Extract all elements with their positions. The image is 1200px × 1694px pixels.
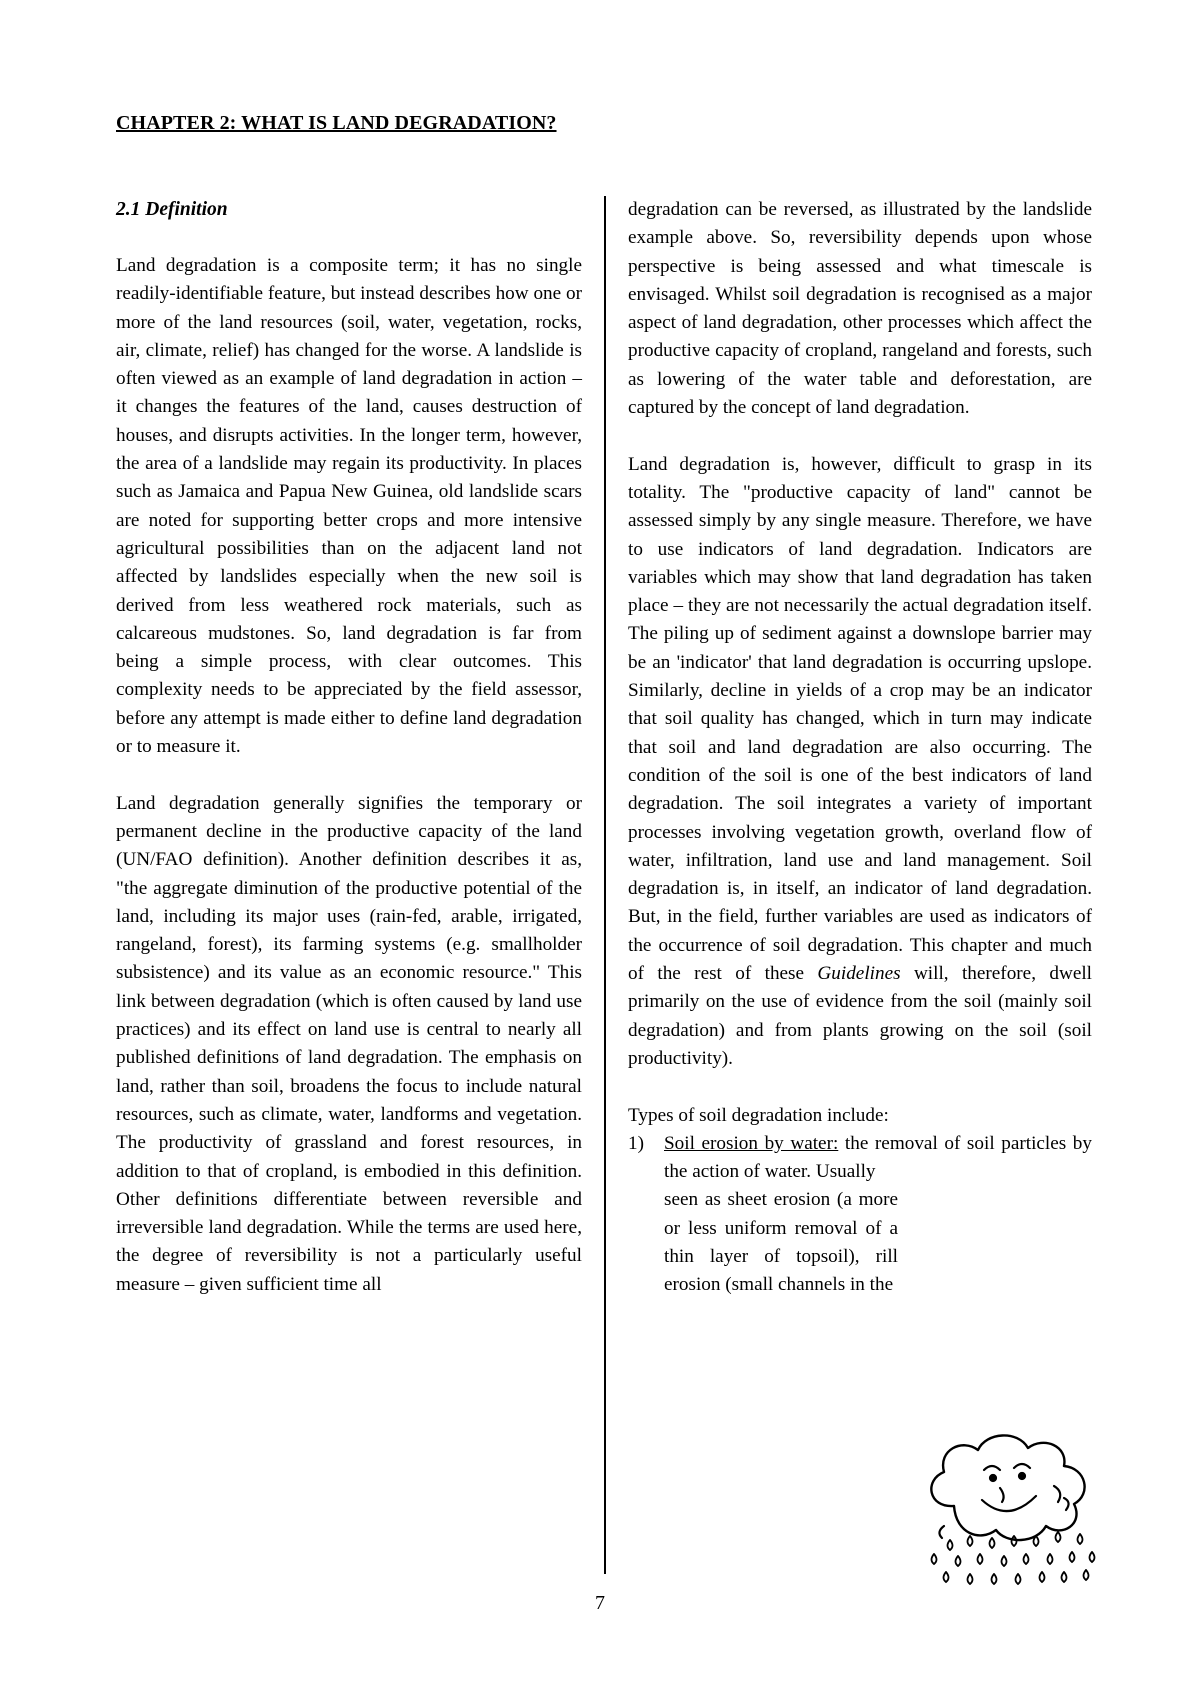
right-column — [628, 196, 1092, 1300]
rain-cloud-icon — [914, 1428, 1102, 1596]
guidelines-emphasis: Guidelines — [817, 963, 901, 985]
list-item-number: 1) — [628, 1132, 644, 1154]
list-item — [628, 1130, 1092, 1300]
right-paragraph-2-end: will, therefore, dwell primarily on the use of evidence from the soil (mainly soil degradation) and from plants growing on the soil (soil productivity). — [628, 963, 1092, 1069]
list-item-narrow-text: seen as sheet erosion (a more or less uniform removal of a thin layer of topsoil), rill erosion (small channels in the — [664, 1189, 898, 1296]
list-item-wide — [664, 1130, 1092, 1187]
left-column — [116, 196, 582, 1299]
right-paragraph-1: degradation can be reversed, as illustrated by the landslide example above. So, reversibility depends upon whose perspective is being assessed and what timescale is envisaged. Whilst soil degradation is recognised as a major aspect of land degradation, other processes which affect the productive capacity of cropland, rangeland and forests, such as lowering of the water table and deforestation, are captured by the concept of land degradation. — [628, 199, 1092, 419]
left-paragraph-1: Land degradation is a composite term; it has no single readily-identifiable feature, but instead describes how one or more of the land resources (soil, water, vegetation, rocks, air, climate, relief) has changed for the worse. A landslide is often viewed as an example of land degradation in action – it changes the features of the land, causes destruction of houses, and disrupts activities. In the longer term, however, the area of a landslide may regain its productivity. In places such as Jamaica and Papua New Guinea, old landslide scars are noted for supporting better crops and more intensive agricultural possibilities than on the adjacent land not affected by landslides especially when the new soil is derived from less weathered rock materials, such as calcareous mudstones. So, land degradation is far from being a simple process, with clear outcomes. This complexity needs to be appreciated by the field assessor, before any attempt is made either to define land degradation or to measure it. — [116, 255, 582, 758]
right-paragraph-2-text: Land degradation is, however, difficult to grasp in its totality. The "productive capacity of land" cannot be assessed simply by any single measure. Therefore, we have to use indicators of land degradation. Indicators are variables which may show that land degradation has taken place – they are not necessarily the actual degradation itself. The piling up of sediment against a downslope barrier may be an 'indicator' that land degradation is occurring upslope. Similarly, decline in yields of a crop may be an indicator that soil quality has changed, which in turn may indicate that soil and land degradation are also occurring. The condition of the soil is one of the best indicators of land degradation. The soil integrates a variety of important processes involving vegetation growth, overland flow of water, infiltration, land use and land management. Soil degradation is, in itself, an indicator of land degradation. But, in the field, further variables are used as indicators of the occurrence of soil degradation. This chapter and much of the rest of these — [628, 453, 1092, 985]
degradation-types-list — [628, 1130, 1092, 1300]
page-number: 7 — [595, 1592, 605, 1614]
left-paragraph-2: Land degradation generally signifies the temporary or permanent decline in the productive capacity of the land (UN/FAO definition). Another definition describes it as, "the aggregate diminution of the productive potential of the land, including its major uses (rain-fed, arable, irrigated, rangeland, forest), its farming systems (e.g. smallholder subsistence) and its value as an economic resource." This link between degradation (which is often caused by land use practices) and its effect on land use is central to nearly all published definitions of land degradation. The emphasis on land, rather than soil, broadens the focus to include natural resources, such as climate, water, landforms and vegetation. The productivity of grassland and forest resources, in addition to that of cropland, is embodied in this definition. Other definitions differentiate between reversible and irreversible land degradation. While the terms are used here, the degree of reversibility is not a particularly useful measure – given sufficient time all — [116, 792, 582, 1295]
column-divider — [604, 196, 606, 1574]
list-intro: Types of soil degradation include: — [628, 1104, 889, 1126]
list-item-text: the removal of soil particles by the action of water. Usually — [664, 1132, 1092, 1183]
right-paragraph-2 — [628, 451, 1092, 1074]
section-heading: 2.1 Definition — [116, 199, 228, 220]
list-item-term: Soil erosion by water: — [664, 1132, 839, 1154]
chapter-title: CHAPTER 2: WHAT IS LAND DEGRADATION? — [116, 112, 557, 134]
